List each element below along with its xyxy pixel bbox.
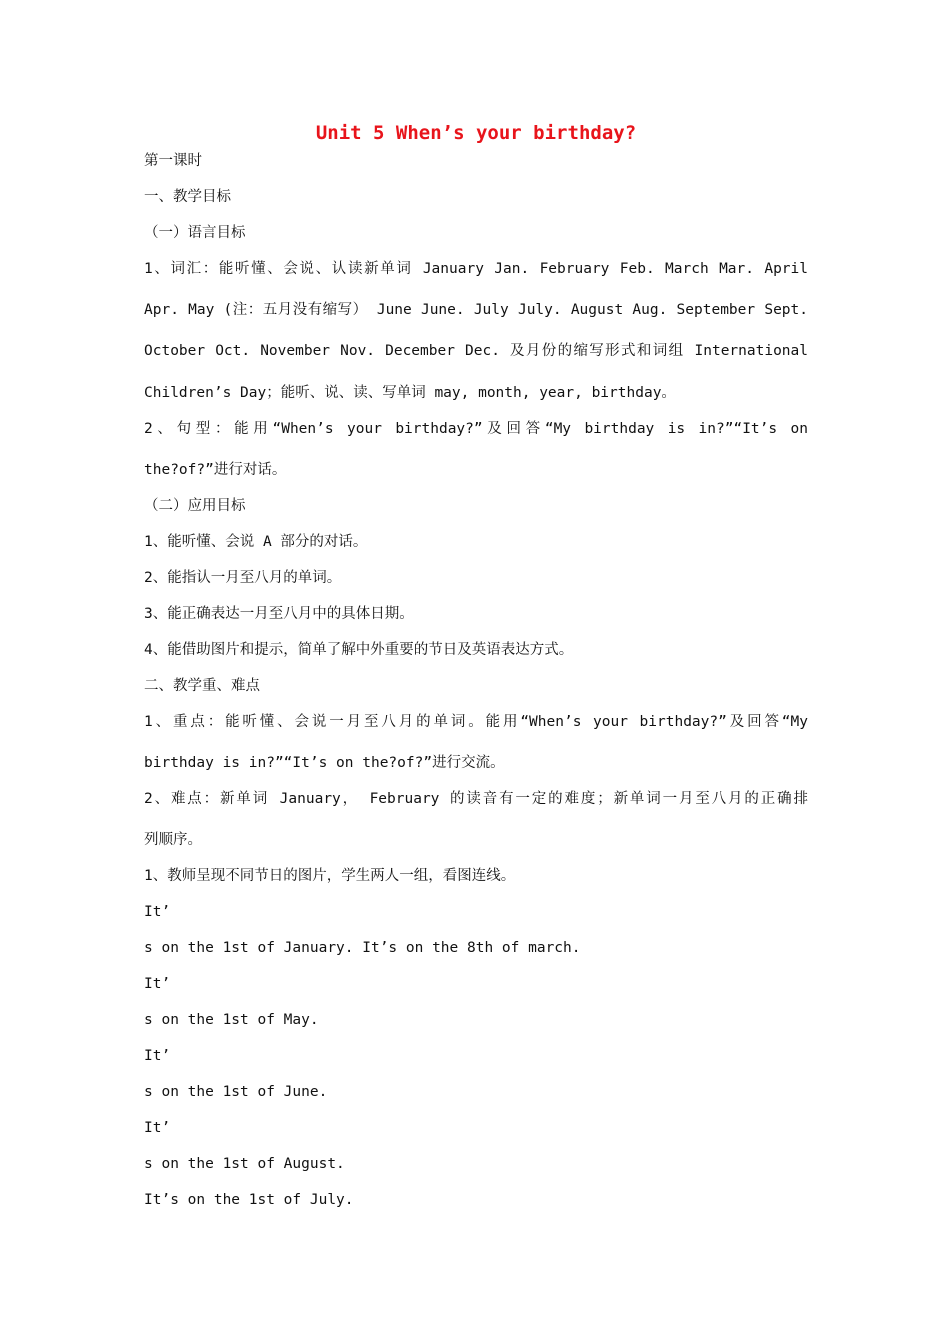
- example-line: It’: [144, 1120, 171, 1136]
- list-item: 3、能正确表达一月至八月中的具体日期。: [144, 606, 414, 622]
- section-heading-objectives: 一、教学目标: [144, 189, 231, 205]
- document-title: Unit 5 When’s your birthday?: [315, 122, 637, 144]
- paragraph-line: Apr. May (注：五月没有缩写） June June. July July. August Aug. September Sept.: [144, 302, 808, 318]
- example-line: s on the 1st of May.: [144, 1012, 319, 1028]
- subsection-heading-language: （一）语言目标: [144, 225, 246, 241]
- section-heading-key-points: 二、教学重、难点: [144, 678, 260, 694]
- example-line: It’s on the 1st of July.: [144, 1192, 354, 1208]
- list-item: 4、能借助图片和提示，简单了解中外重要的节日及英语表达方式。: [144, 642, 574, 658]
- subsection-heading-application: （二）应用目标: [144, 498, 246, 514]
- list-item: 1、能听懂、会说 A 部分的对话。: [144, 534, 368, 550]
- paragraph-line: 2、句型：能用“When’s your birthday?”及回答“My birthday is in?”“It’s on: [144, 421, 808, 437]
- example-line: It’: [144, 904, 171, 920]
- example-line: s on the 1st of June.: [144, 1084, 328, 1100]
- paragraph-line: 2、难点：新单词 January， February 的读音有一定的难度；新单词一月至八月的正确排: [144, 791, 808, 807]
- paragraph-line: 1、重点：能听懂、会说一月至八月的单词。能用“When’s your birthday?”及回答“My: [144, 714, 808, 730]
- activity-line: 1、教师呈现不同节日的图片，学生两人一组，看图连线。: [144, 868, 516, 884]
- paragraph-line: the?of?”进行对话。: [144, 462, 287, 478]
- example-line: It’: [144, 976, 171, 992]
- list-item: 2、能指认一月至八月的单词。: [144, 570, 342, 586]
- paragraph-line: October Oct. November Nov. December Dec. 及月份的缩写形式和词组 International: [144, 343, 808, 359]
- paragraph-line: Children’s Day；能听、说、读、写单词 may, month, year, birthday。: [144, 385, 676, 401]
- paragraph-line: birthday is in?”“It’s on the?of?”进行交流。: [144, 755, 505, 771]
- example-line: s on the 1st of January. It’s on the 8th of march.: [144, 940, 581, 956]
- example-line: s on the 1st of August.: [144, 1156, 345, 1172]
- paragraph-line: 1、词汇：能听懂、会说、认读新单词 January Jan. February Feb. March Mar. April: [144, 261, 808, 277]
- lesson-label: 第一课时: [144, 153, 202, 169]
- example-line: It’: [144, 1048, 171, 1064]
- paragraph-line: 列顺序。: [144, 832, 202, 848]
